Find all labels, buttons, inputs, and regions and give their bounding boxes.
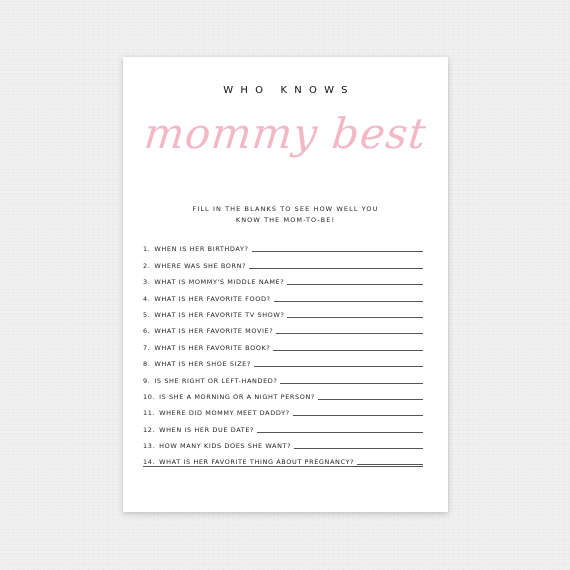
question-number: 1.: [143, 245, 151, 254]
question-row: [143, 303, 423, 319]
heading-who-knows: WHO KNOWS: [223, 85, 355, 96]
question-text: WHERE DID MOMMY MEET DADDY?: [159, 409, 290, 418]
script-title: mommy best: [141, 109, 430, 158]
question-number: 11.: [143, 409, 156, 418]
question-number: 4.: [143, 294, 151, 303]
question-row: [143, 368, 423, 384]
instructions-line-1: FILL IN THE BLANKS TO SEE HOW WELL YOU: [192, 205, 379, 213]
question-list: [143, 237, 423, 466]
answer-line: [252, 251, 423, 252]
printable-card: [123, 57, 448, 512]
answer-line: [287, 317, 423, 318]
question-text: WHEN IS HER BIRTHDAY?: [154, 245, 249, 254]
question-text: WHAT IS HER FAVORITE THING ABOUT PREGNANCY?: [159, 458, 355, 467]
question-text: IS SHE RIGHT OR LEFT-HANDED?: [154, 376, 278, 385]
answer-line: [254, 366, 423, 367]
question-number: 10.: [143, 392, 156, 401]
question-row: [143, 286, 423, 302]
question-row: [143, 401, 423, 417]
answer-line: [280, 383, 423, 384]
question-number: 2.: [143, 261, 151, 270]
question-row: [143, 352, 423, 368]
answer-line: [293, 415, 423, 416]
question-number: 13.: [143, 442, 156, 451]
answer-line-continuation: [143, 466, 423, 467]
question-number: 12.: [143, 425, 156, 434]
answer-line: [318, 399, 423, 400]
question-number: 6.: [143, 327, 151, 336]
question-text: WHAT IS HER FAVORITE BOOK?: [154, 343, 271, 352]
question-text: WHAT IS HER FAVORITE FOOD?: [154, 294, 271, 303]
question-number: 9.: [143, 376, 151, 385]
instructions: [163, 204, 408, 225]
question-text: WHAT IS HER FAVORITE TV SHOW?: [154, 310, 285, 319]
question-number: 5.: [143, 310, 151, 319]
instructions-line-2: KNOW THE MOM-TO-BE!: [235, 215, 336, 224]
answer-line: [274, 301, 423, 302]
question-row: [143, 434, 423, 450]
question-number: 3.: [143, 278, 151, 287]
question-text: HOW MANY KIDS DOES SHE WANT?: [159, 442, 292, 451]
question-row: [143, 237, 423, 253]
question-number: 14.: [143, 458, 156, 467]
question-number: 8.: [143, 360, 151, 369]
question-row: [143, 385, 423, 401]
question-row: [143, 270, 423, 286]
answer-line: [287, 284, 423, 285]
question-row: [143, 335, 423, 351]
question-number: 7.: [143, 343, 151, 352]
question-row: [143, 417, 423, 433]
question-row: [143, 253, 423, 269]
answer-line: [276, 333, 423, 334]
question-text: WHAT IS MOMMY'S MIDDLE NAME?: [154, 278, 285, 287]
answer-line: [257, 432, 423, 433]
question-text: WHEN IS HER DUE DATE?: [159, 425, 255, 434]
answer-line: [273, 350, 423, 351]
question-row: [143, 450, 423, 466]
question-text: WHERE WAS SHE BORN?: [154, 261, 247, 270]
answer-line: [294, 448, 423, 449]
question-text: WHAT IS HER SHOE SIZE?: [154, 360, 251, 369]
answer-line: [249, 268, 423, 269]
question-text: IS SHE A MORNING OR A NIGHT PERSON?: [159, 392, 315, 401]
question-text: WHAT IS HER FAVORITE MOVIE?: [154, 327, 274, 336]
question-row: [143, 319, 423, 335]
